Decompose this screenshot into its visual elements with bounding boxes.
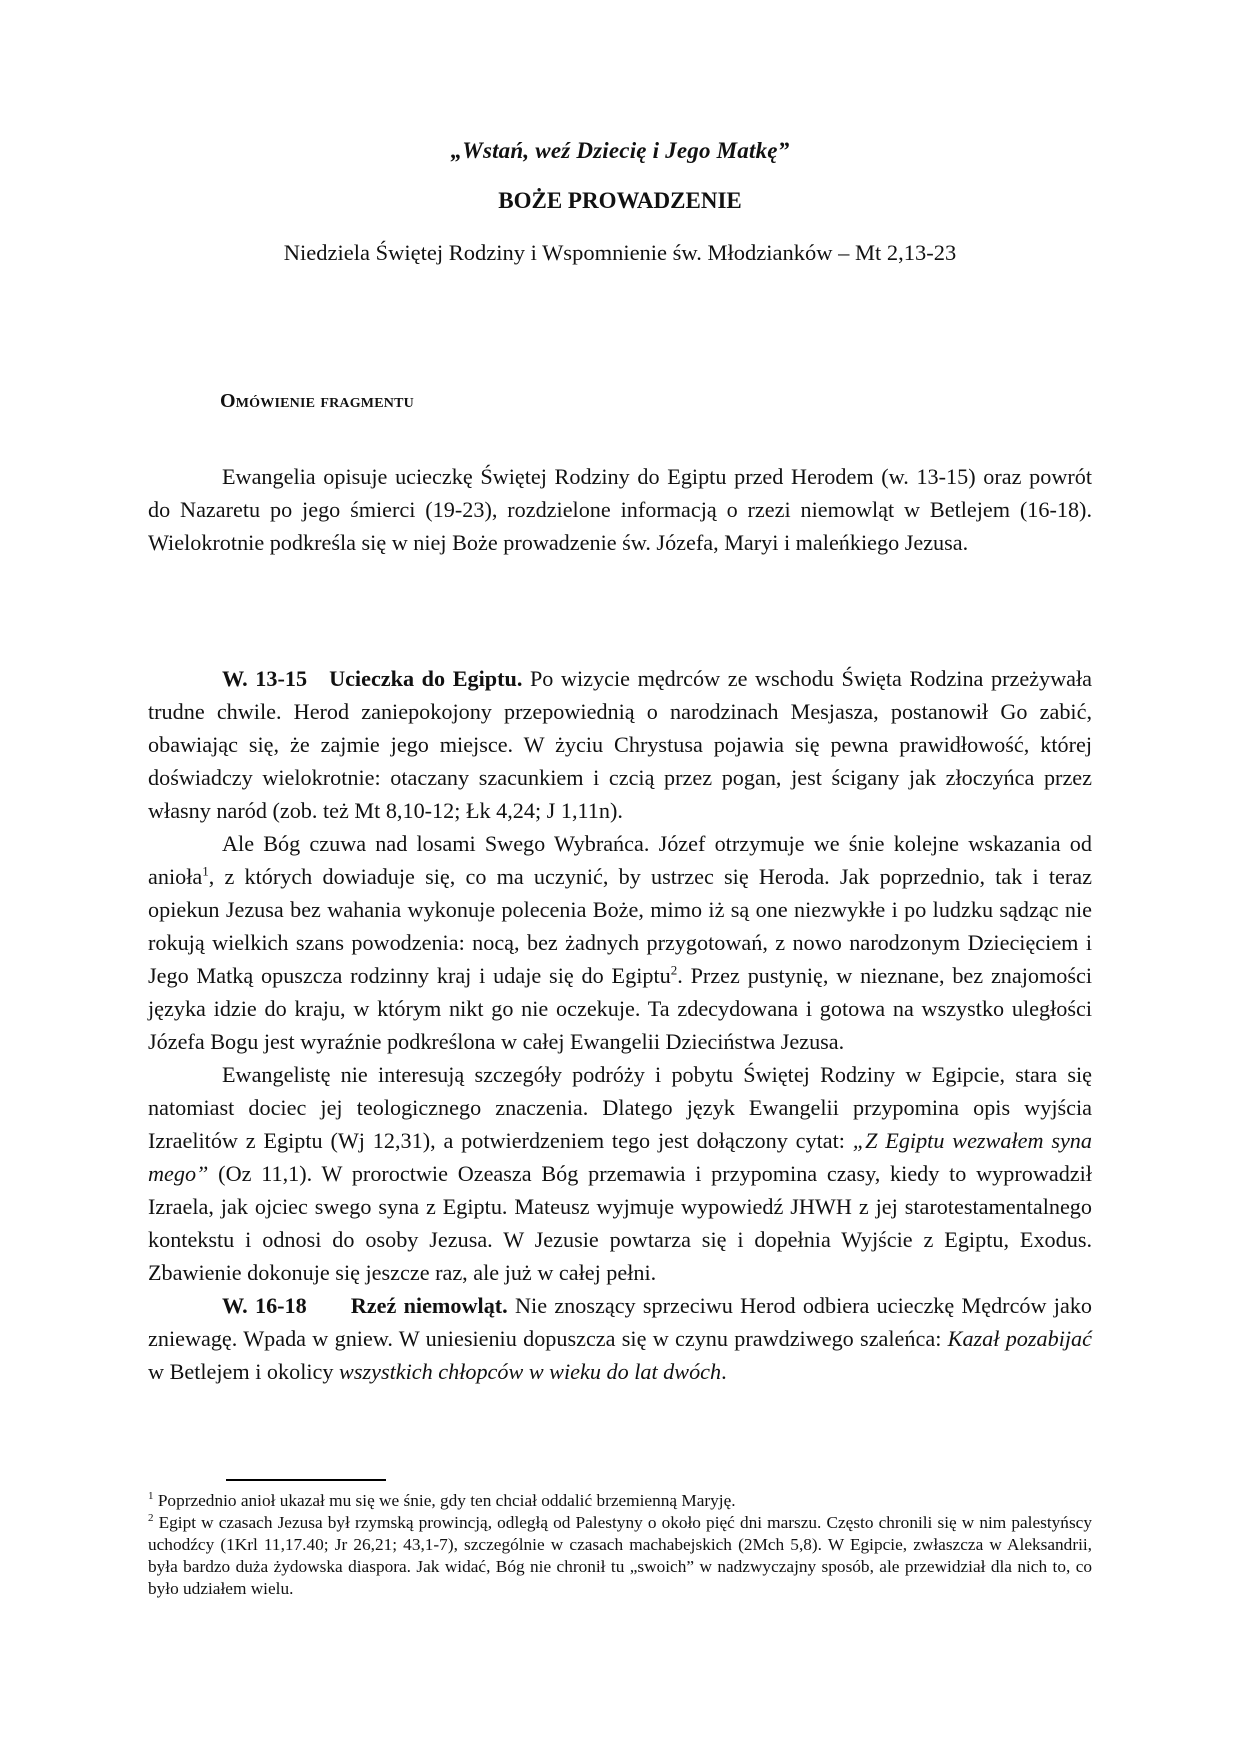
paragraph-text: w Betlejem i okolicy <box>148 1359 340 1384</box>
commentary-body <box>148 662 1092 1388</box>
footnote-number: 1 <box>148 1490 154 1503</box>
footnote-1 <box>148 1490 1092 1512</box>
verse-reference: W. 16-18 <box>222 1293 307 1318</box>
verse-title: Rzeź niemowląt. <box>350 1293 508 1318</box>
footnote-separator <box>226 1479 386 1481</box>
footnote-2 <box>148 1512 1092 1600</box>
paragraph-evangelist <box>148 1058 1092 1289</box>
footnote-ref-1[interactable]: 1 <box>202 863 209 879</box>
scripture-quote: Kazał pozabijać <box>947 1326 1092 1351</box>
verse-13-15-paragraph <box>148 662 1092 827</box>
paragraph-text: , z których dowiaduje się, co ma uczynić, by ustrzec się Heroda. Jak poprzednio, tak i teraz opiekun Jezusa bez wahania wykonuje polecenia Boże, mimo iż są one niezwykłe i po ludzku sądząc nie rokują wielkich szans powodzenia: nocą, bez żadnych przygotowań, z nowo narodzonym Dziecięciem i Jego Matką opuszcza rodzinny kraj i udaje się do Egiptu <box>148 864 1092 988</box>
intro-paragraph: Ewangelia opisuje ucieczkę Świętej Rodziny do Egiptu przed Herodem (w. 13-15) oraz powrót do Nazaretu po jego śmierci (19-23), rozdzielone informacją o rzezi niemowląt w Betlejem (16-18). Wielokrotnie podkreśla się w niej Boże prowadzenie św. Józefa, Maryi i maleńkiego Jezusa. <box>148 464 1092 555</box>
paragraph-text: (Oz 11,1). W proroctwie Ozeasza Bóg przemawia i przypomina czasy, kiedy to wyprowadził Izraela, jak ojciec swego syna z Egiptu. Mateusz wyjmuje wypowiedź JHWH z jej starotestamentalnego kontekstu i odnosi do osoby Jezusa. W Jezusie powtarza się i dopełnia Wyjście z Egiptu, Exodus. Zbawienie dokonuje się jeszcze raz, ale już w całej pełni. <box>148 1161 1092 1285</box>
footnote-number: 2 <box>148 1512 154 1525</box>
title-quote: „Wstań, weź Dziecię i Jego Matkę” <box>450 138 790 163</box>
footnote-text: Egipt w czasach Jezusa był rzymską prowincją, odległą od Palestyny o około pięć dni marszu. Często chronili się w nim palestyńscy uchodźcy (1Krl 11,17.40; Jr 26,21; 43,1-7), szczególnie w czasach machabejskich (2Mch 5,8). W Egipcie, zwłaszcza w Aleksandrii, była bardzo duża żydowska diaspora. Jak widać, Bóg nie chronił tu „swoich” w nadzwyczajny sposób, ale przewidział dla nich to, co było udziałem wielu. <box>148 1513 1092 1598</box>
page-subtitle: Niedziela Świętej Rodziny i Wspomnienie św. Młodzianków – Mt 2,13-23 <box>283 240 957 265</box>
intro-paragraph-block <box>148 460 1092 559</box>
verse-reference: W. 13-15 <box>222 666 308 691</box>
paragraph-text: . <box>721 1359 727 1384</box>
scripture-quote: wszystkich chłopców w wieku do lat dwóch <box>339 1359 722 1384</box>
paragraph-text: Ale Bóg czuwa nad losami Swego Wybrańca. Józef otrzymuje we śnie kolejne wskazania od anioła <box>148 831 1092 889</box>
verse-16-18-paragraph <box>148 1289 1092 1388</box>
verse-title: Ucieczka do Egiptu. <box>329 666 523 691</box>
paragraph-text: Ewangelistę nie interesują szczegóły podróży i pobytu Świętej Rodziny w Egipcie, stara się natomiast dociec jej teologicznego znaczenia. Dlatego język Ewangelii przypomina opis wyjścia Izraelitów z Egiptu (Wj 12,31), a potwierdzeniem tego jest dołączony cytat: <box>148 1062 1092 1153</box>
paragraph-angel <box>148 827 1092 1058</box>
footnote-ref-2[interactable]: 2 <box>670 962 678 978</box>
footnotes <box>148 1490 1092 1600</box>
paragraph-text: Po wizycie mędrców ze wschodu Święta Rodzina przeżywała trudne chwile. Herod zaniepokojony przepowiednią o narodzinach Mesjasza, postanowił Go zabić, obawiając się, że zajmie jego miejsce. W życiu Chrystusa pojawia się pewna prawidłowość, której doświadczy wielokrotnie: otaczany szacunkiem i czcią przez pogan, jest ścigany jak złoczyńca przez własny naród (zob. też Mt 8,10-12; Łk 4,24; J 1,11n). <box>148 666 1092 823</box>
page-title: BOŻE PROWADZENIE <box>498 188 742 213</box>
footnote-text: Poprzednio anioł ukazał mu się we śnie, gdy ten chciał oddalić brzemienną Maryję. <box>153 1491 736 1510</box>
scripture-quote: „Z Egiptu wezwałem syna mego” <box>148 1128 1092 1186</box>
paragraph-text: . Przez pustynię, w nieznane, bez znajomości języka idzie do kraju, w którym nikt go nie oczekuje. Ta zdecydowana i gotowa na wszystko uległości Józefa Bogu jest wyraźnie podkreślona w całej Ewangelii Dzieciństwa Jezusa. <box>148 963 1093 1054</box>
paragraph-text: Nie znoszący sprzeciwu Herod odbiera ucieczkę Mędrców jako zniewagę. Wpada w gniew. W uniesieniu dopuszcza się w czynu prawdziwego szaleńca: <box>148 1293 1093 1351</box>
section-heading: Omówienie fragmentu <box>220 390 414 412</box>
